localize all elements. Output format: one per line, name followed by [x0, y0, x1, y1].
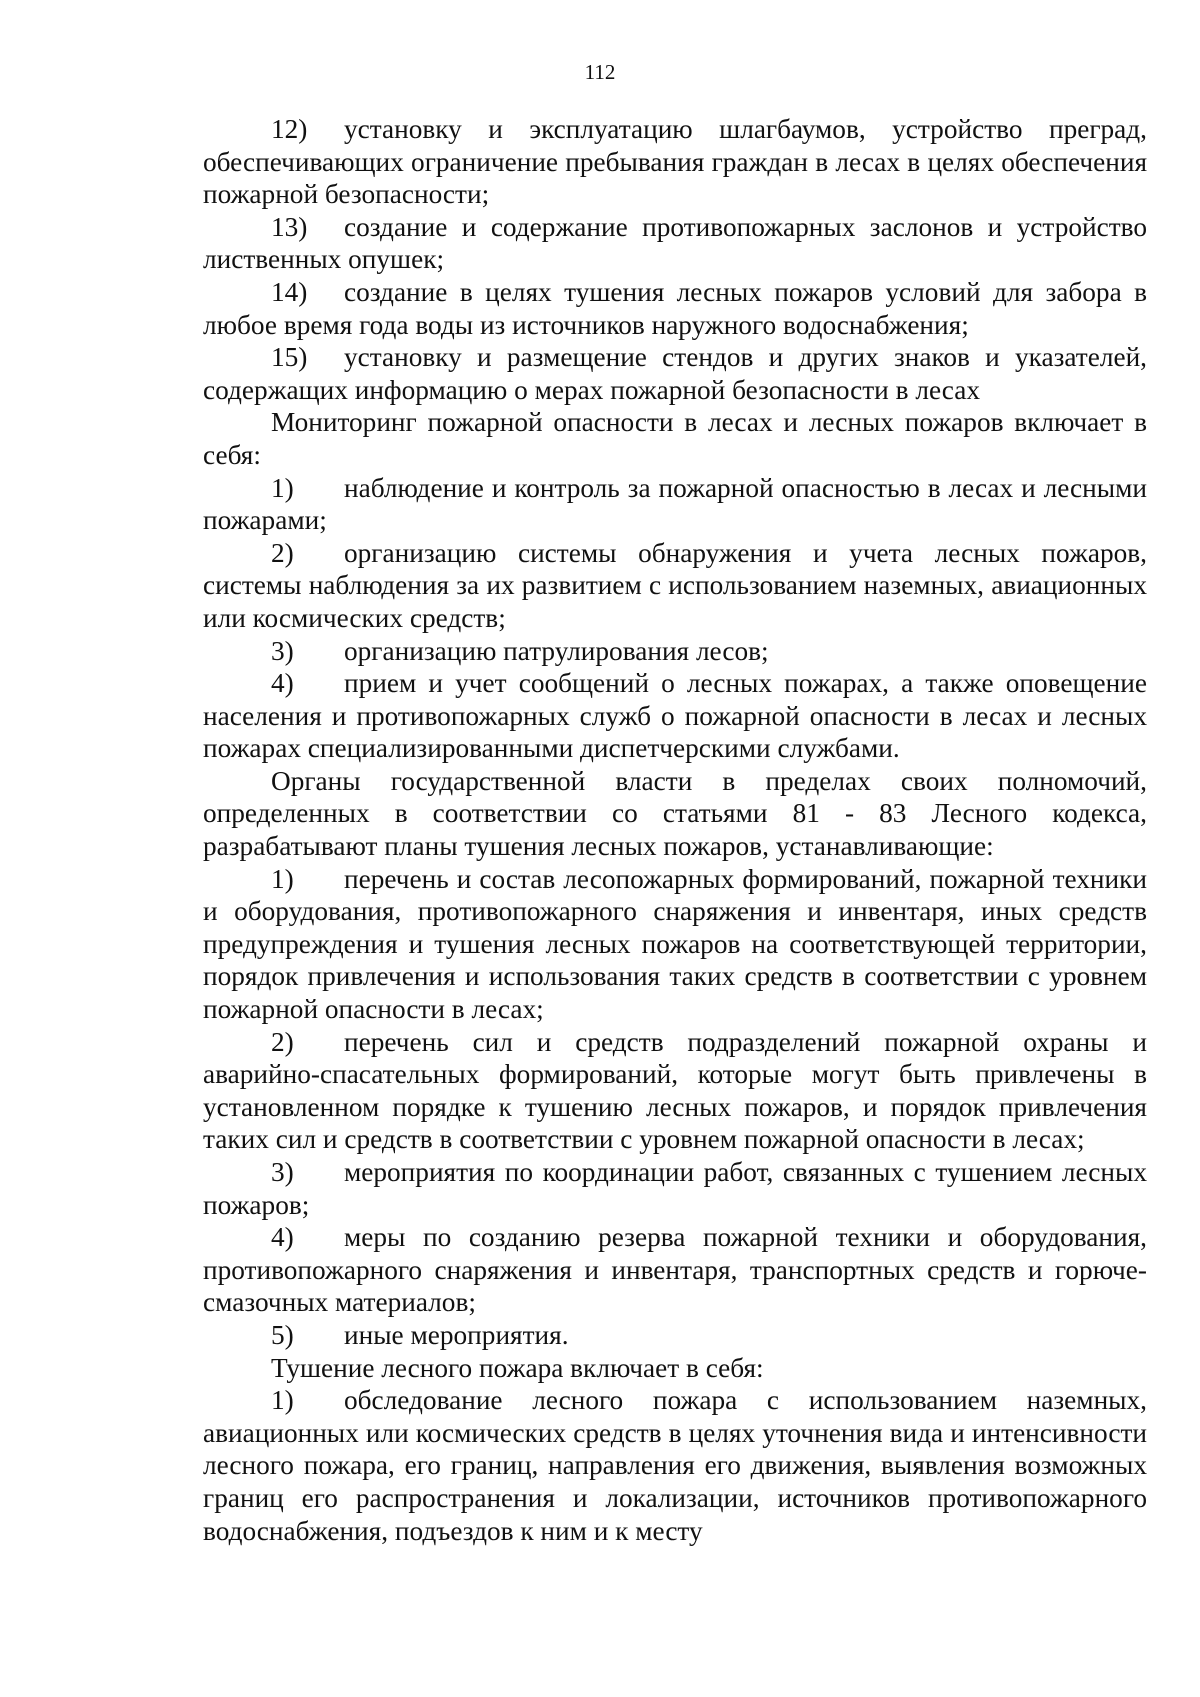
- list-item-text: наблюдение и контроль за пожарной опасностью в лесах и лесными пожарами;: [203, 472, 1147, 536]
- list-item-number: 12): [271, 114, 308, 144]
- list-item: [203, 276, 1147, 341]
- list-item-number: 14): [271, 276, 308, 307]
- list-item: [203, 472, 1147, 537]
- paragraph: Тушение лесного пожара включает в себя:: [271, 1352, 764, 1383]
- list-item-text: создание в целях тушения лесных пожаров условий для забора в любое время года воды из источников наружного водоснабжения;: [203, 276, 1147, 340]
- list-item: [203, 341, 1147, 406]
- list-item: [203, 113, 1147, 211]
- list-item-number: 15): [271, 342, 308, 373]
- list-item: [203, 1026, 1147, 1156]
- list-item-number: 1): [271, 1385, 294, 1416]
- list-item-text: меры по созданию резерва пожарной техники и оборудования, противопожарного снаряжения и инвентаря, транспортных средств и горюче-смазочных материалов;: [203, 1222, 1147, 1318]
- list-item-number: 2): [271, 537, 294, 568]
- list-item-number: 4): [271, 668, 294, 699]
- list-item: [203, 211, 1147, 276]
- list-item-number: 13): [271, 211, 308, 242]
- list-item-text: организацию патрулирования лесов;: [344, 635, 769, 666]
- list-item-text: мероприятия по координации работ, связанных с тушением лесных пожаров;: [203, 1157, 1147, 1220]
- list-item-text: иные мероприятия.: [344, 1319, 569, 1350]
- list-item-text: прием и учет сообщений о лесных пожарах, а также оповещение населения и противопожарных служб о пожарной опасности в лесах и лесных пожарах специализированными диспетчерскими службами.: [203, 668, 1147, 764]
- page-number: 112: [584, 60, 616, 84]
- list-item-number: 3): [271, 635, 294, 666]
- list-item-number: 2): [271, 1026, 294, 1057]
- list-item: [203, 1319, 1147, 1352]
- list-item-text: перечень и состав лесопожарных формирований, пожарной техники и оборудования, противопожарного снаряжения и инвентаря, иных средств предупреждения и тушения лесных пожаров на соответствующей территории, порядок привлечения и использования таких средств в соответствии с уровнем пожарной опасности в лесах;: [203, 863, 1147, 1025]
- paragraph: Мониторинг пожарной опасности в лесах и лесных пожаров включает в себя:: [203, 407, 1147, 470]
- list-item-number: 1): [271, 472, 294, 503]
- list-item-text: перечень сил и средств подразделений пожарной охраны и аварийно-спасательных формирований, которые могут быть привлечены в установленном порядке к тушению лесных пожаров, и порядок привлечения таких сил и средств в соответствии с уровнем пожарной опасности в лесах;: [203, 1026, 1147, 1155]
- list-item-text: организацию системы обнаружения и учета лесных пожаров, системы наблюдения за их развитием с использованием наземных, авиационных или космических средств;: [203, 537, 1147, 633]
- list-item: [203, 1384, 1147, 1547]
- list-item: [203, 1156, 1147, 1221]
- list-item-text: установку и эксплуатацию шлагбаумов, устройство преград, обеспечивающих ограничение пребывания граждан в лесах в целях обеспечения пожарной безопасности;: [203, 114, 1147, 210]
- list-item: [203, 667, 1147, 765]
- list-item-number: 1): [271, 863, 294, 894]
- list-item: [203, 537, 1147, 635]
- list-item-number: 4): [271, 1222, 294, 1253]
- list-item-number: 3): [271, 1157, 294, 1187]
- list-item-text: создание и содержание противопожарных заслонов и устройство лиственных опушек;: [203, 211, 1147, 275]
- list-item-number: 5): [271, 1319, 294, 1350]
- list-item-text: обследование лесного пожара с использованием наземных, авиационных или космических средств в целях уточнения вида и интенсивности лесного пожара, его границ, направления его движения, выявления возможных границ его распространения и локализации, источников противопожарного водоснабжения, подъездов к ним и к месту: [203, 1385, 1147, 1546]
- paragraph: Органы государственной власти в пределах своих полномочий, определенных в соответствии со статьями 81 - 83 Лесного кодекса, разрабатывают планы тушения лесных пожаров, устанавливающие:: [203, 765, 1147, 862]
- list-item: [203, 635, 1147, 668]
- list-item: [203, 863, 1147, 1026]
- document-body: [203, 113, 1147, 1547]
- list-item-text: установку и размещение стендов и других знаков и указателей, содержащих информацию о мерах пожарной безопасности в лесах: [203, 342, 1147, 405]
- list-item: [203, 1221, 1147, 1319]
